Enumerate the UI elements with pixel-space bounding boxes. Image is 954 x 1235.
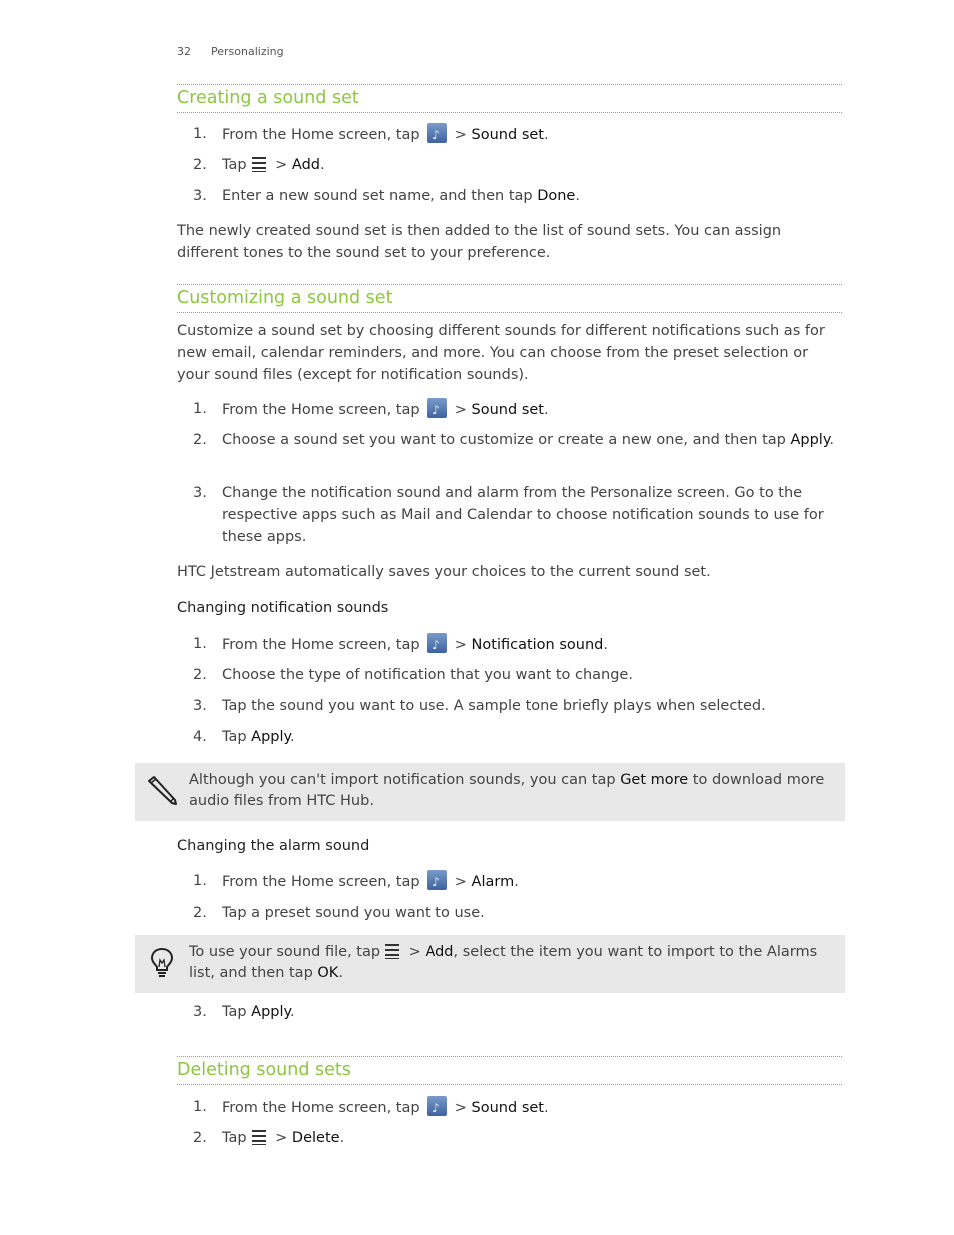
note-box bbox=[135, 763, 845, 821]
subheading-notification-sounds: Changing notification sounds bbox=[177, 600, 389, 616]
document-page: 32 Personalizing Creating a sound set 1. From the Home screen, tap ♪ > Sound set. 2. Tap > Add. 3. Enter a new sound set name, and then tap Done. The newly created sound set is then added to the list of sound sets. You can assign different tones to the sound set to your preference. Customizing a sound set Customize a sound set by choosing different sounds for different notifications such as for new email, calendar reminders, and more. You can choose from the preset selection or your sound files (except for notification sounds). 1. From the Home screen, tap ♪ > Sound set. 2. Choose a sound set you want to customize or create a new one, and then tap Apply. 3. Change the notification sound and alarm from the Personalize screen. Go to the respective apps such as Mail and Calendar to choose notification sounds to use for these apps. HTC Jetstream automatically saves your choices to the current sound set. Changing notification sounds 1. From the Home screen, tap ♪ > Notification sound. 2. Choose the type of notification that you want to change. 3. Tap the sound you want to use. A sample tone briefly plays when selected. 4. Tap Apply. Although you can't import notification sounds, you can tap Get more to download more audio files from HTC Hub. Changing the alarm sound 1. From the Home screen, tap ♪ > Alarm. 2. Tap a preset sound you want to use. To use your sound file, tap > Add, select the item you want to import to the Alarms list, and then tap OK. 3. Tap Apply. Deleting sound sets 1. From the Home screen, tap ♪ > Sound set. 2. Tap > Delete. bbox=[0, 0, 954, 1235]
heading-text: Creating a sound set bbox=[177, 88, 359, 108]
paragraph: HTC Jetstream automatically saves your choices to the current sound set. bbox=[177, 564, 711, 580]
paragraph: The newly created sound set is then added to the list of sound sets. You can assign different tones to the sound set to your preference. bbox=[177, 223, 782, 261]
heading-customizing-sound-set bbox=[177, 284, 842, 313]
menu-icon bbox=[252, 156, 266, 172]
tip-text: To use your sound file, tap > Add, select the item you want to import to the Alarms list, and then tap OK. bbox=[189, 944, 818, 981]
heading-text: Customizing a sound set bbox=[177, 288, 393, 308]
menu-icon bbox=[385, 943, 399, 959]
heading-deleting-sound-sets bbox=[177, 1056, 842, 1085]
tip-box bbox=[135, 935, 845, 993]
sound-app-icon bbox=[427, 633, 447, 653]
menu-icon bbox=[252, 1129, 266, 1145]
heading-creating-sound-set bbox=[177, 84, 842, 113]
paragraph: Customize a sound set by choosing different sounds for different notifications such as for new email, calendar reminders, and more. You can choose from the preset selection or your sound files (except for notification sounds). bbox=[177, 323, 825, 383]
page-header bbox=[177, 45, 284, 58]
section-name: Personalizing bbox=[211, 45, 284, 58]
sound-app-icon bbox=[427, 123, 447, 143]
sound-app-icon bbox=[427, 870, 447, 890]
note-text: Although you can't import notification sounds, you can tap Get more to download more audio files from HTC Hub. bbox=[189, 772, 825, 809]
sound-app-icon bbox=[427, 398, 447, 418]
lightbulb-icon bbox=[145, 945, 179, 979]
sound-app-icon bbox=[427, 1096, 447, 1116]
page-number: 32 bbox=[177, 45, 191, 58]
pencil-icon bbox=[145, 773, 179, 807]
heading-text: Deleting sound sets bbox=[177, 1060, 351, 1080]
subheading-alarm-sound: Changing the alarm sound bbox=[177, 838, 370, 854]
